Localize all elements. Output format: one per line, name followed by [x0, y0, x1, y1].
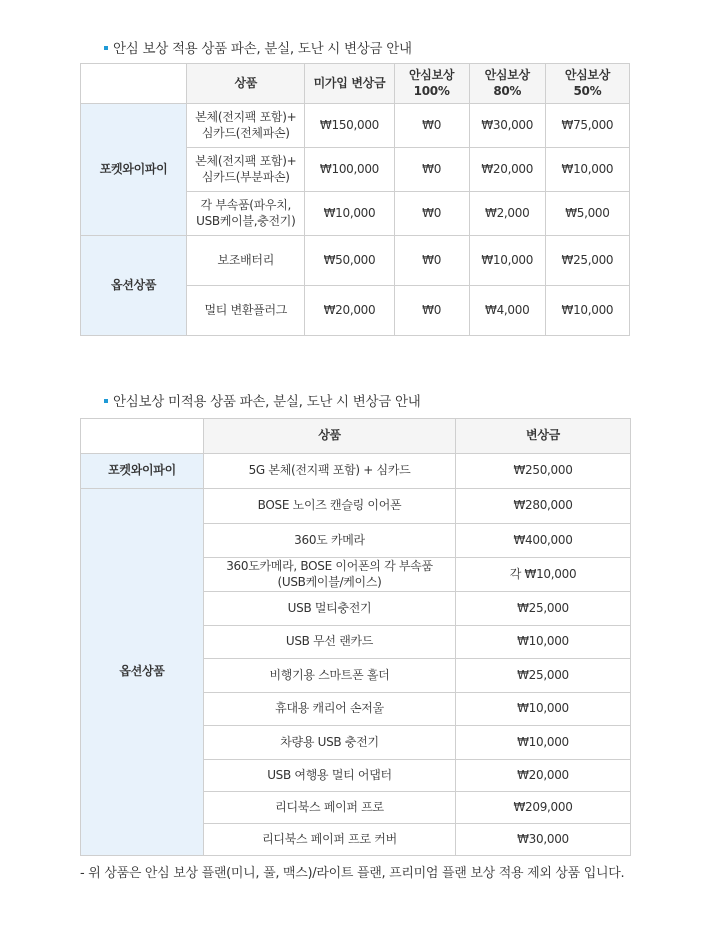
product-name-cell: 360도 카메라 [204, 524, 456, 558]
price-cell: ₩150,000 [305, 104, 394, 148]
price-cell: ₩0 [394, 236, 469, 286]
price-cell: ₩0 [394, 104, 469, 148]
price-cell: ₩280,000 [456, 489, 631, 524]
bullet-icon [104, 399, 108, 403]
table-header-cell: 상품 [204, 419, 456, 454]
price-cell: ₩20,000 [469, 148, 545, 192]
price-cell: ₩10,000 [456, 693, 631, 726]
price-cell: ₩10,000 [545, 286, 629, 336]
price-cell: ₩0 [394, 148, 469, 192]
price-cell: ₩25,000 [456, 592, 631, 626]
group-header: 옵션상품 [81, 489, 204, 856]
section-title-uncovered [104, 390, 420, 410]
product-name-cell: USB 여행용 멀티 어댑터 [204, 760, 456, 792]
table-header-cell: 미가입 변상금 [305, 64, 394, 104]
section-title-covered-text: 안심 보상 적용 상품 파손, 분실, 도난 시 변상금 안내 [113, 41, 412, 57]
price-cell: ₩10,000 [469, 236, 545, 286]
table-row [81, 454, 631, 489]
group-header: 포켓와이파이 [81, 454, 204, 489]
price-cell: ₩5,000 [545, 192, 629, 236]
product-name-cell: 본체(전지팩 포함)+ 심카드(전체파손) [187, 104, 305, 148]
table-header-cell: 안심보상 50% [545, 64, 629, 104]
table-header-cell: 안심보상 80% [469, 64, 545, 104]
product-name-cell: 본체(전지팩 포함)+ 심카드(부분파손) [187, 148, 305, 192]
price-cell: ₩25,000 [545, 236, 629, 286]
product-name-cell: 360도카메라, BOSE 이어폰의 각 부속품 (USB케이블/케이스) [204, 558, 456, 592]
price-cell: ₩250,000 [456, 454, 631, 489]
product-name-cell: 멀티 변환플러그 [187, 286, 305, 336]
footnote: - 위 상품은 안심 보상 플랜(미니, 풀, 맥스)/라이트 플랜, 프리미엄 플랜 보상 적용 제외 상품 입니다. [80, 866, 625, 881]
table-header-row [81, 419, 631, 454]
table-header-corner [81, 419, 204, 454]
product-name-cell: USB 무선 랜카드 [204, 626, 456, 659]
price-cell: 각 ₩10,000 [456, 558, 631, 592]
table-header-cell: 변상금 [456, 419, 631, 454]
price-cell: ₩30,000 [469, 104, 545, 148]
section-title-uncovered-text: 안심보상 미적용 상품 파손, 분실, 도난 시 변상금 안내 [113, 394, 421, 410]
table-header-cell: 상품 [187, 64, 305, 104]
table-header-corner [81, 64, 187, 104]
price-cell: ₩100,000 [305, 148, 394, 192]
price-cell: ₩10,000 [456, 626, 631, 659]
price-cell: ₩50,000 [305, 236, 394, 286]
price-cell: ₩20,000 [456, 760, 631, 792]
price-cell: ₩10,000 [545, 148, 629, 192]
bullet-icon [104, 46, 108, 50]
product-name-cell: 리디북스 페이퍼 프로 [204, 792, 456, 824]
uncovered-products-table [80, 418, 631, 856]
product-name-cell: 차량용 USB 충전기 [204, 726, 456, 760]
table-row [81, 489, 631, 524]
price-cell: ₩2,000 [469, 192, 545, 236]
table-header-cell: 안심보상 100% [394, 64, 469, 104]
price-cell: ₩0 [394, 286, 469, 336]
product-name-cell: 휴대용 캐리어 손저울 [204, 693, 456, 726]
product-name-cell: BOSE 노이즈 캔슬링 이어폰 [204, 489, 456, 524]
price-cell: ₩20,000 [305, 286, 394, 336]
product-name-cell: 각 부속품(파우치, USB케이블,충전기) [187, 192, 305, 236]
price-cell: ₩0 [394, 192, 469, 236]
table-row [81, 236, 630, 286]
product-name-cell: 비행기용 스마트폰 홀더 [204, 659, 456, 693]
price-cell: ₩30,000 [456, 824, 631, 856]
price-cell: ₩10,000 [456, 726, 631, 760]
product-name-cell: 보조배터리 [187, 236, 305, 286]
product-name-cell: 5G 본체(전지팩 포함) + 심카드 [204, 454, 456, 489]
product-name-cell: 리디북스 페이퍼 프로 커버 [204, 824, 456, 856]
table-row [81, 104, 630, 148]
product-name-cell: USB 멀티충전기 [204, 592, 456, 626]
price-cell: ₩25,000 [456, 659, 631, 693]
table-header-row [81, 64, 630, 104]
covered-products-table [80, 63, 630, 336]
price-cell: ₩209,000 [456, 792, 631, 824]
group-header: 옵션상품 [81, 236, 187, 336]
price-cell: ₩10,000 [305, 192, 394, 236]
price-cell: ₩400,000 [456, 524, 631, 558]
section-title-covered [104, 37, 412, 57]
group-header: 포켓와이파이 [81, 104, 187, 236]
price-cell: ₩4,000 [469, 286, 545, 336]
price-cell: ₩75,000 [545, 104, 629, 148]
